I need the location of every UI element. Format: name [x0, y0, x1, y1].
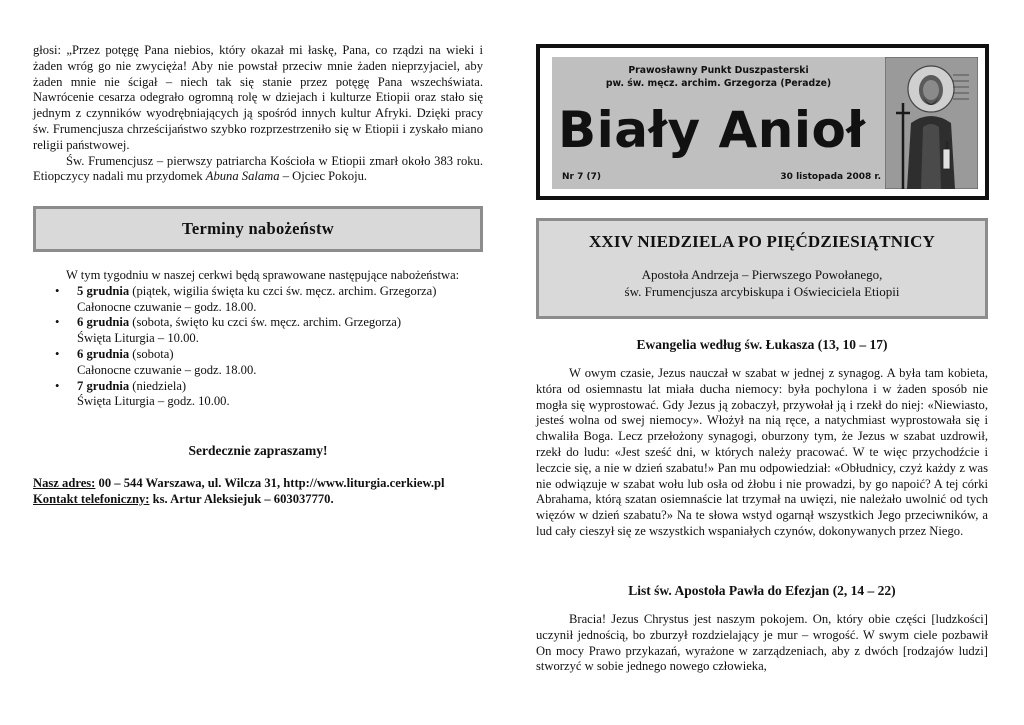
feast-box	[536, 218, 988, 319]
service-event: Całonocne czuwanie – godz. 18.00.	[77, 362, 257, 377]
services-section	[33, 268, 483, 410]
services-list	[33, 284, 483, 410]
feast-subtitle	[539, 266, 985, 300]
contact-block	[33, 476, 483, 508]
services-title-box	[33, 206, 483, 252]
masthead-organization	[552, 64, 885, 90]
gospel-text: W owym czasie, Jezus nauczał w szabat w jednej z synagog. A była tam kobieta, która od osiemnastu lat miała ducha niemocy: była pochylona i w żaden sposób nie mogła się wyprostować. Gdy Jezus ją zobaczył, przywołał ją i rzekł do niej: «Niewiasto, jesteś wolna od swej niemocy». Włożył na nią ręce, a natychmiast wyprostowała się i chwaliła Boga. Lecz przełożony synagogi, oburzony tym, że Jezus w szabat uzdrowił, rzekł do ludu: «Jest sześć dni, w których należy pracować. W te więc przychodźcie i leczcie się, a nie w dzień szabatu!» Pan mu odpowiedział: «Obłudnicy, czyż każdy z was nie odwiązuje w szabat wołu lub osła od żłobu i nie prowadzi, by go napoić? A tej córki Abrahama, którą szatan osiemnaście lat trzymał na uwięzi, nie należało uwolnić od tych więzów w dzień szabatu?» Na te słowa wstyd ogarnął wszystkich Jego przeciwników, a lud cały cieszył się ze wszystkich wspaniałych czynów, dokonywanych przez Niego.	[536, 366, 988, 538]
masthead-panel	[552, 57, 885, 189]
service-item	[33, 347, 483, 379]
invite-text: Serdecznie zapraszamy!	[188, 443, 328, 458]
service-event: Całonocne czuwanie – godz. 18.00.	[77, 299, 257, 314]
intro-p2-part-b: – Ojciec Pokoju.	[279, 169, 368, 184]
intro-p2-emphasis: Abuna Salama	[205, 169, 280, 184]
services-title: Terminy nabożeństw	[182, 219, 334, 238]
bullet-icon: •	[55, 315, 60, 330]
newsletter-title: Biały Anioł	[558, 101, 866, 159]
service-detail: (sobota, święto ku czci św. męcz. archim. Grzegorza)	[129, 315, 402, 330]
service-item	[33, 315, 483, 347]
phone-value: ks. Artur Aleksiejuk – 603037770.	[149, 491, 334, 506]
intro-text	[33, 43, 483, 185]
gospel-heading: Ewangelia według św. Łukasza (13, 10 – 17)	[636, 337, 888, 352]
service-date: 5 grudnia	[77, 283, 130, 298]
service-date: 7 grudnia	[77, 378, 130, 393]
service-detail: (niedziela)	[129, 378, 187, 393]
address-line	[33, 476, 483, 492]
bullet-icon: •	[55, 378, 60, 393]
services-intro: W tym tygodniu w naszej cerkwi będą sprawowane następujące nabożeństwa:	[66, 268, 460, 282]
epistle-text: Bracia! Jezus Chrystus jest naszym pokojem. On, który obie części [ludzkości] uczynił jednością, bo zburzył rozdzielający je mur – wrogość. W swym ciele pozbawił On mocy Prawo przykazań, wyrażone w zarządzeniach, aby z dwóch [rodzajów ludzi] stworzyć w sobie jednego nowego człowieka,	[536, 612, 988, 674]
address-value: 00 – 544 Warszawa, ul. Wilcza 31, http://www.liturgia.cerkiew.pl	[95, 476, 445, 490]
phone-line	[33, 492, 483, 508]
intro-paragraph-2	[33, 154, 483, 186]
service-date: 6 grudnia	[77, 315, 130, 330]
service-date: 6 grudnia	[77, 346, 130, 361]
bullet-icon: •	[55, 346, 60, 361]
service-detail: (sobota)	[129, 346, 174, 361]
feast-subtitle-line-1: Apostoła Andrzeja – Pierwszego Powołanego,	[641, 267, 883, 282]
address-label: Nasz adres:	[33, 476, 96, 490]
service-item	[33, 284, 483, 316]
service-event: Święta Liturgia – 10.00.	[77, 331, 199, 346]
service-event: Święta Liturgia – godz. 10.00.	[77, 394, 230, 409]
phone-label: Kontakt telefoniczny:	[33, 491, 150, 506]
service-detail: (piątek, wigilia święta ku czci św. męcz. archim. Grzegorza)	[129, 283, 437, 298]
issue-date: 30 listopada 2008 r.	[780, 172, 881, 182]
org-line-1: Prawosławny Punkt Duszpasterski	[628, 65, 809, 76]
issue-number: Nr 7 (7)	[562, 172, 601, 182]
bullet-icon: •	[55, 283, 60, 298]
masthead	[536, 44, 989, 200]
saint-icon	[885, 57, 978, 189]
epistle-heading: List św. Apostoła Pawła do Efezjan (2, 14 – 22)	[628, 583, 896, 598]
org-line-2: pw. św. męcz. archim. Grzegorza (Peradze)	[605, 78, 832, 89]
intro-p2-part-a: Św. Frumencjusz – pierwszy patriarcha Kościoła w Etiopii zmarł około 383 roku. Etiopczycy nadali mu przydomek	[33, 153, 483, 184]
service-item	[33, 379, 483, 411]
feast-subtitle-line-2: św. Frumencjusza arcybiskupa i Oświeciciela Etiopii	[624, 284, 900, 299]
feast-title: XXIV NIEDZIELA PO PIĘĆDZIESIĄTNICY	[588, 232, 936, 251]
intro-paragraph-1: głosi: „Przez potęgę Pana niebios, który okazał mi łaskę, Pana, co rządzi na wieki i żaden wróg go nie zwycięża! Aby nie powstał przeciw mnie żaden nieprzyjaciel, aby żaden mnie nie ścigał – niech tak się stanie przez potęgę Pana wszechświata. Nawrócenie cesarza odegrało ogromną rolę w dziejach i kulturze Etiopii oraz stało się jednym z czynników wyodrębniających ją spośród innych kultur Afryki. Dzięki pracy św. Frumencjusza chrześcijaństwo szybko rozprzestrzeniło się w Etiopii i zyskało miano religii państwowej.	[33, 43, 483, 152]
